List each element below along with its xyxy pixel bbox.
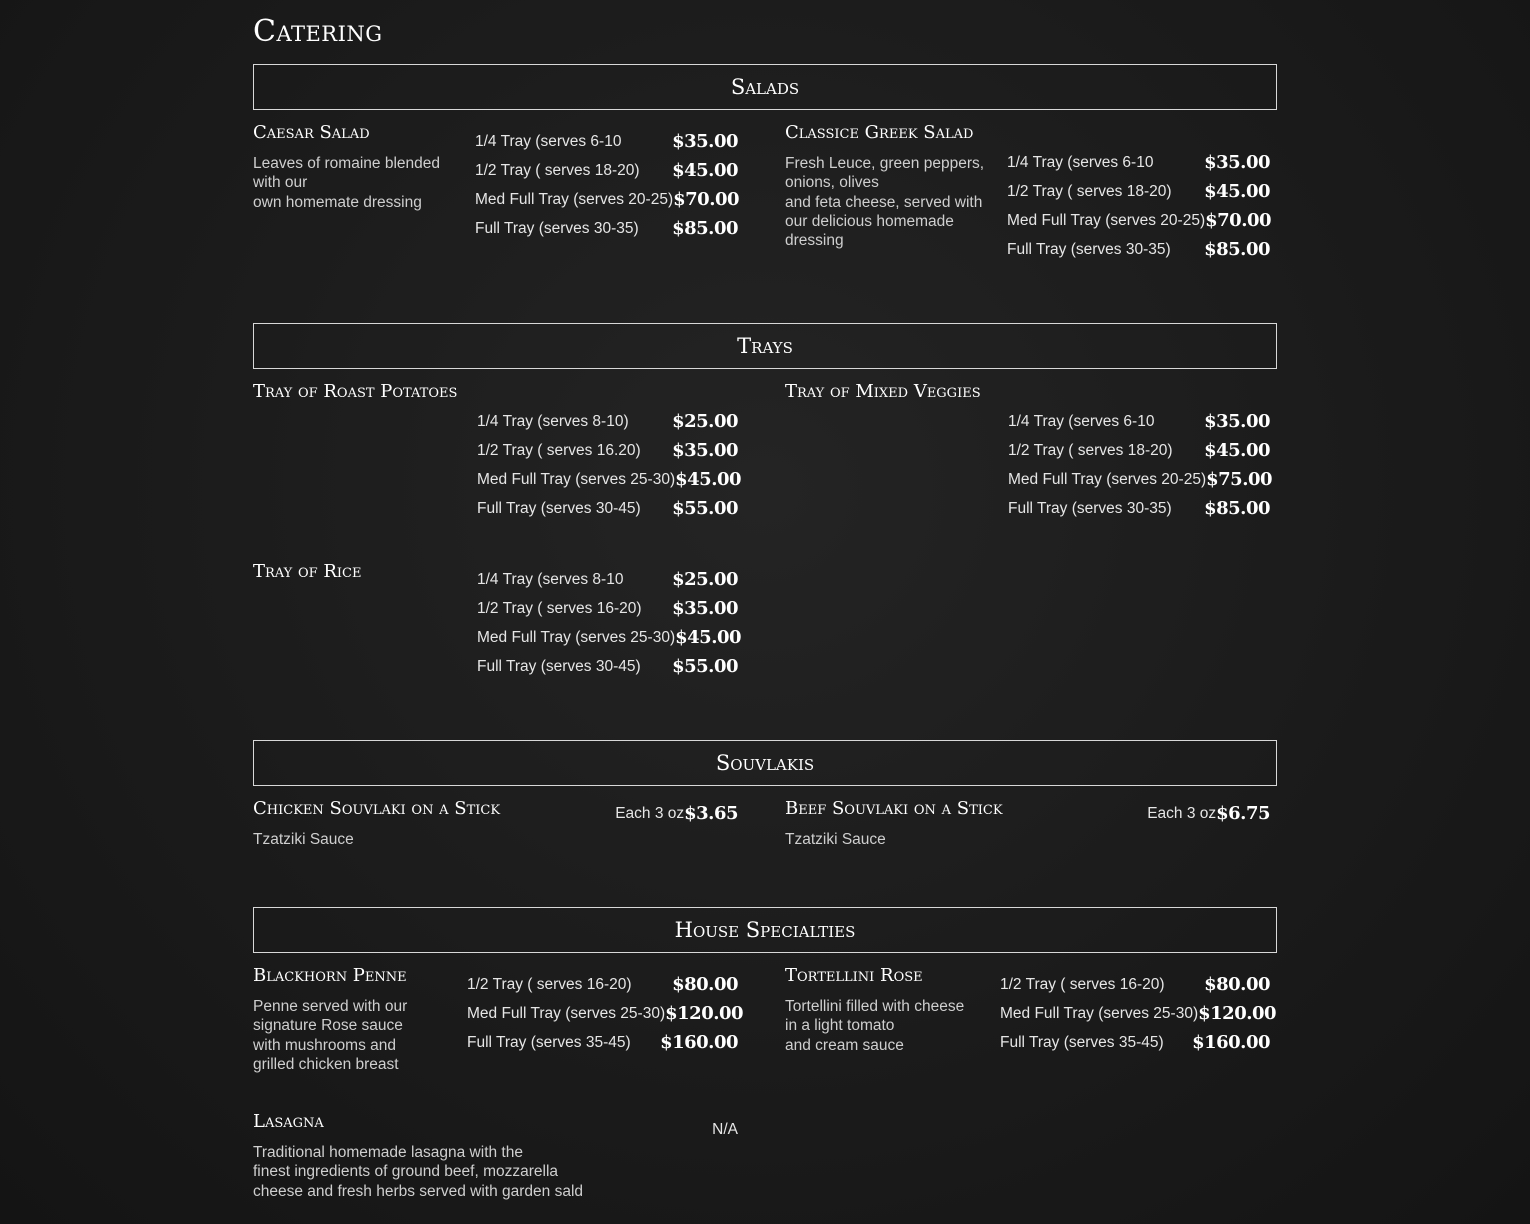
price: $45.00 [1204, 181, 1270, 202]
price-row [1000, 1028, 1270, 1057]
price: $80.00 [1204, 974, 1270, 995]
price: $6.75 [1216, 803, 1270, 824]
price-row [1000, 970, 1270, 999]
price-row [1007, 206, 1270, 235]
price: $85.00 [1204, 239, 1270, 260]
size-label: Full Tray (serves 30-35) [1008, 499, 1172, 517]
price: $25.00 [672, 569, 738, 590]
size-label: Full Tray (serves 30-35) [475, 219, 639, 237]
price-row [1007, 235, 1270, 264]
price: $45.00 [675, 469, 742, 490]
item-description-greek-salad: Fresh Leuce, green peppers, onions, olives and feta cheese, served with our delicious homemade dressing [785, 155, 985, 250]
size-label: Full Tray (serves 30-35) [1007, 240, 1171, 258]
section-header-trays [253, 323, 1277, 369]
price-row [477, 565, 738, 594]
price-row [475, 127, 738, 156]
size-label: Med Full Tray (serves 25-30) [477, 470, 676, 488]
price-list-tortellini-rose [1000, 970, 1277, 1057]
price: $85.00 [672, 218, 738, 239]
price-list-mixed-veggies [1008, 407, 1273, 523]
item-description-caesar-salad: Leaves of romaine blended with our own homemate dressing [253, 155, 440, 211]
price: $55.00 [672, 656, 738, 677]
section-header-specialties [253, 907, 1277, 953]
price-list-blackhorn-penne [467, 970, 744, 1057]
section-header-souvlakis [253, 740, 1277, 786]
size-label: Each 3 oz [615, 804, 685, 822]
size-label: 1/2 Tray ( serves 16-20) [477, 599, 642, 617]
size-label: Full Tray (serves 30-45) [477, 499, 641, 517]
size-label: Med Full Tray (serves 20-25) [1008, 470, 1207, 488]
price: $160.00 [1192, 1032, 1270, 1053]
section-title-trays: Trays [737, 334, 793, 358]
price: $45.00 [1204, 440, 1270, 461]
price: $120.00 [665, 1003, 744, 1024]
price: $25.00 [672, 411, 738, 432]
item-description-chicken-souvlaki: Tzatziki Sauce [253, 831, 354, 848]
price: $85.00 [1204, 498, 1270, 519]
item-title-greek-salad: Classice Greek Salad [785, 122, 974, 143]
price-row [467, 999, 744, 1028]
price: $45.00 [672, 160, 738, 181]
item-title-beef-souvlaki: Beef Souvlaki on a Stick [785, 798, 1003, 819]
section-title-specialties: House Specialties [674, 918, 856, 942]
price-row [477, 465, 742, 494]
price-list-greek-salad [1007, 148, 1270, 264]
price-row [1007, 177, 1270, 206]
price: $35.00 [1204, 152, 1270, 173]
price-row [1000, 999, 1277, 1028]
price: $35.00 [672, 440, 738, 461]
item-title-tortellini-rose: Tortellini Rose [785, 965, 923, 986]
size-label: 1/4 Tray (serves 8-10) [477, 412, 629, 430]
price-row [477, 407, 738, 436]
item-description-lasagna: Traditional homemade lasagna with the finest ingredients of ground beef, mozzarella cheese and fresh herbs served with garden sald [253, 1144, 584, 1200]
item-title-roast-potatoes: Tray of Roast Potatoes [253, 381, 458, 402]
size-label: Full Tray (serves 35-45) [467, 1033, 631, 1051]
size-label: 1/4 Tray (serves 6-10 [1007, 153, 1154, 171]
price-list-caesar-salad [475, 127, 738, 243]
size-label: 1/4 Tray (serves 6-10 [475, 132, 622, 150]
price: $80.00 [672, 974, 738, 995]
section-title-souvlakis: Souvlakis [715, 751, 815, 775]
size-label: 1/2 Tray ( serves 18-20) [1008, 441, 1173, 459]
price-row [477, 494, 738, 523]
size-label: Med Full Tray (serves 20-25) [1007, 211, 1206, 229]
price-row [475, 185, 738, 214]
price-row [467, 1028, 738, 1057]
price-list-rice [477, 565, 742, 681]
item-title-blackhorn-penne: Blackhorn Penne [253, 965, 407, 986]
price-row [477, 623, 742, 652]
price-row [475, 156, 738, 185]
price: $70.00 [673, 189, 740, 210]
price-row [1008, 436, 1270, 465]
size-label: Full Tray (serves 30-45) [477, 657, 641, 675]
price-row-beef-souvlaki [1092, 803, 1270, 824]
price-row [1008, 465, 1273, 494]
size-label: 1/2 Tray ( serves 16-20) [1000, 975, 1165, 993]
price-list-roast-potatoes [477, 407, 742, 523]
size-label: Full Tray (serves 35-45) [1000, 1033, 1164, 1051]
section-title-salads: Salads [730, 75, 800, 99]
price: $160.00 [660, 1032, 738, 1053]
price-row [477, 594, 738, 623]
page-title: Catering [253, 14, 383, 49]
price: $55.00 [672, 498, 738, 519]
size-label: 1/4 Tray (serves 6-10 [1008, 412, 1155, 430]
size-label: Each 3 oz [1147, 804, 1217, 822]
size-label: Med Full Tray (serves 25-30) [477, 628, 676, 646]
price: $35.00 [672, 131, 738, 152]
item-title-lasagna: Lasagna [253, 1111, 324, 1132]
price: $3.65 [684, 803, 738, 824]
price: $120.00 [1198, 1003, 1277, 1024]
price: $35.00 [1204, 411, 1270, 432]
price-row-chicken-souvlaki [560, 803, 738, 824]
item-title-chicken-souvlaki: Chicken Souvlaki on a Stick [253, 798, 501, 819]
price-lasagna: N/A [712, 1121, 738, 1138]
section-header-salads [253, 64, 1277, 110]
price-row [1007, 148, 1270, 177]
size-label: 1/4 Tray (serves 8-10 [477, 570, 624, 588]
price-row [467, 970, 738, 999]
item-description-blackhorn-penne: Penne served with our signature Rose sauce with mushrooms and grilled chicken breast [253, 998, 408, 1073]
item-title-mixed-veggies: Tray of Mixed Veggies [785, 381, 981, 402]
price: $35.00 [672, 598, 738, 619]
item-description-beef-souvlaki: Tzatziki Sauce [785, 831, 886, 848]
size-label: Med Full Tray (serves 25-30) [467, 1004, 666, 1022]
size-label: 1/2 Tray ( serves 16.20) [477, 441, 641, 459]
price: $70.00 [1205, 210, 1272, 231]
price-row [475, 214, 738, 243]
price: $45.00 [675, 627, 742, 648]
item-description-tortellini-rose: Tortellini filled with cheese in a light tomato and cream sauce [785, 998, 965, 1054]
size-label: Med Full Tray (serves 25-30) [1000, 1004, 1199, 1022]
size-label: 1/2 Tray ( serves 18-20) [475, 161, 640, 179]
item-title-caesar-salad: Caesar Salad [253, 122, 370, 143]
size-label: 1/2 Tray ( serves 16-20) [467, 975, 632, 993]
price-row [1008, 494, 1270, 523]
size-label: Med Full Tray (serves 20-25) [475, 190, 674, 208]
price-row [1008, 407, 1270, 436]
price: $75.00 [1206, 469, 1273, 490]
price-row [477, 436, 738, 465]
size-label: 1/2 Tray ( serves 18-20) [1007, 182, 1172, 200]
price-row [477, 652, 738, 681]
item-title-rice: Tray of Rice [253, 561, 362, 582]
